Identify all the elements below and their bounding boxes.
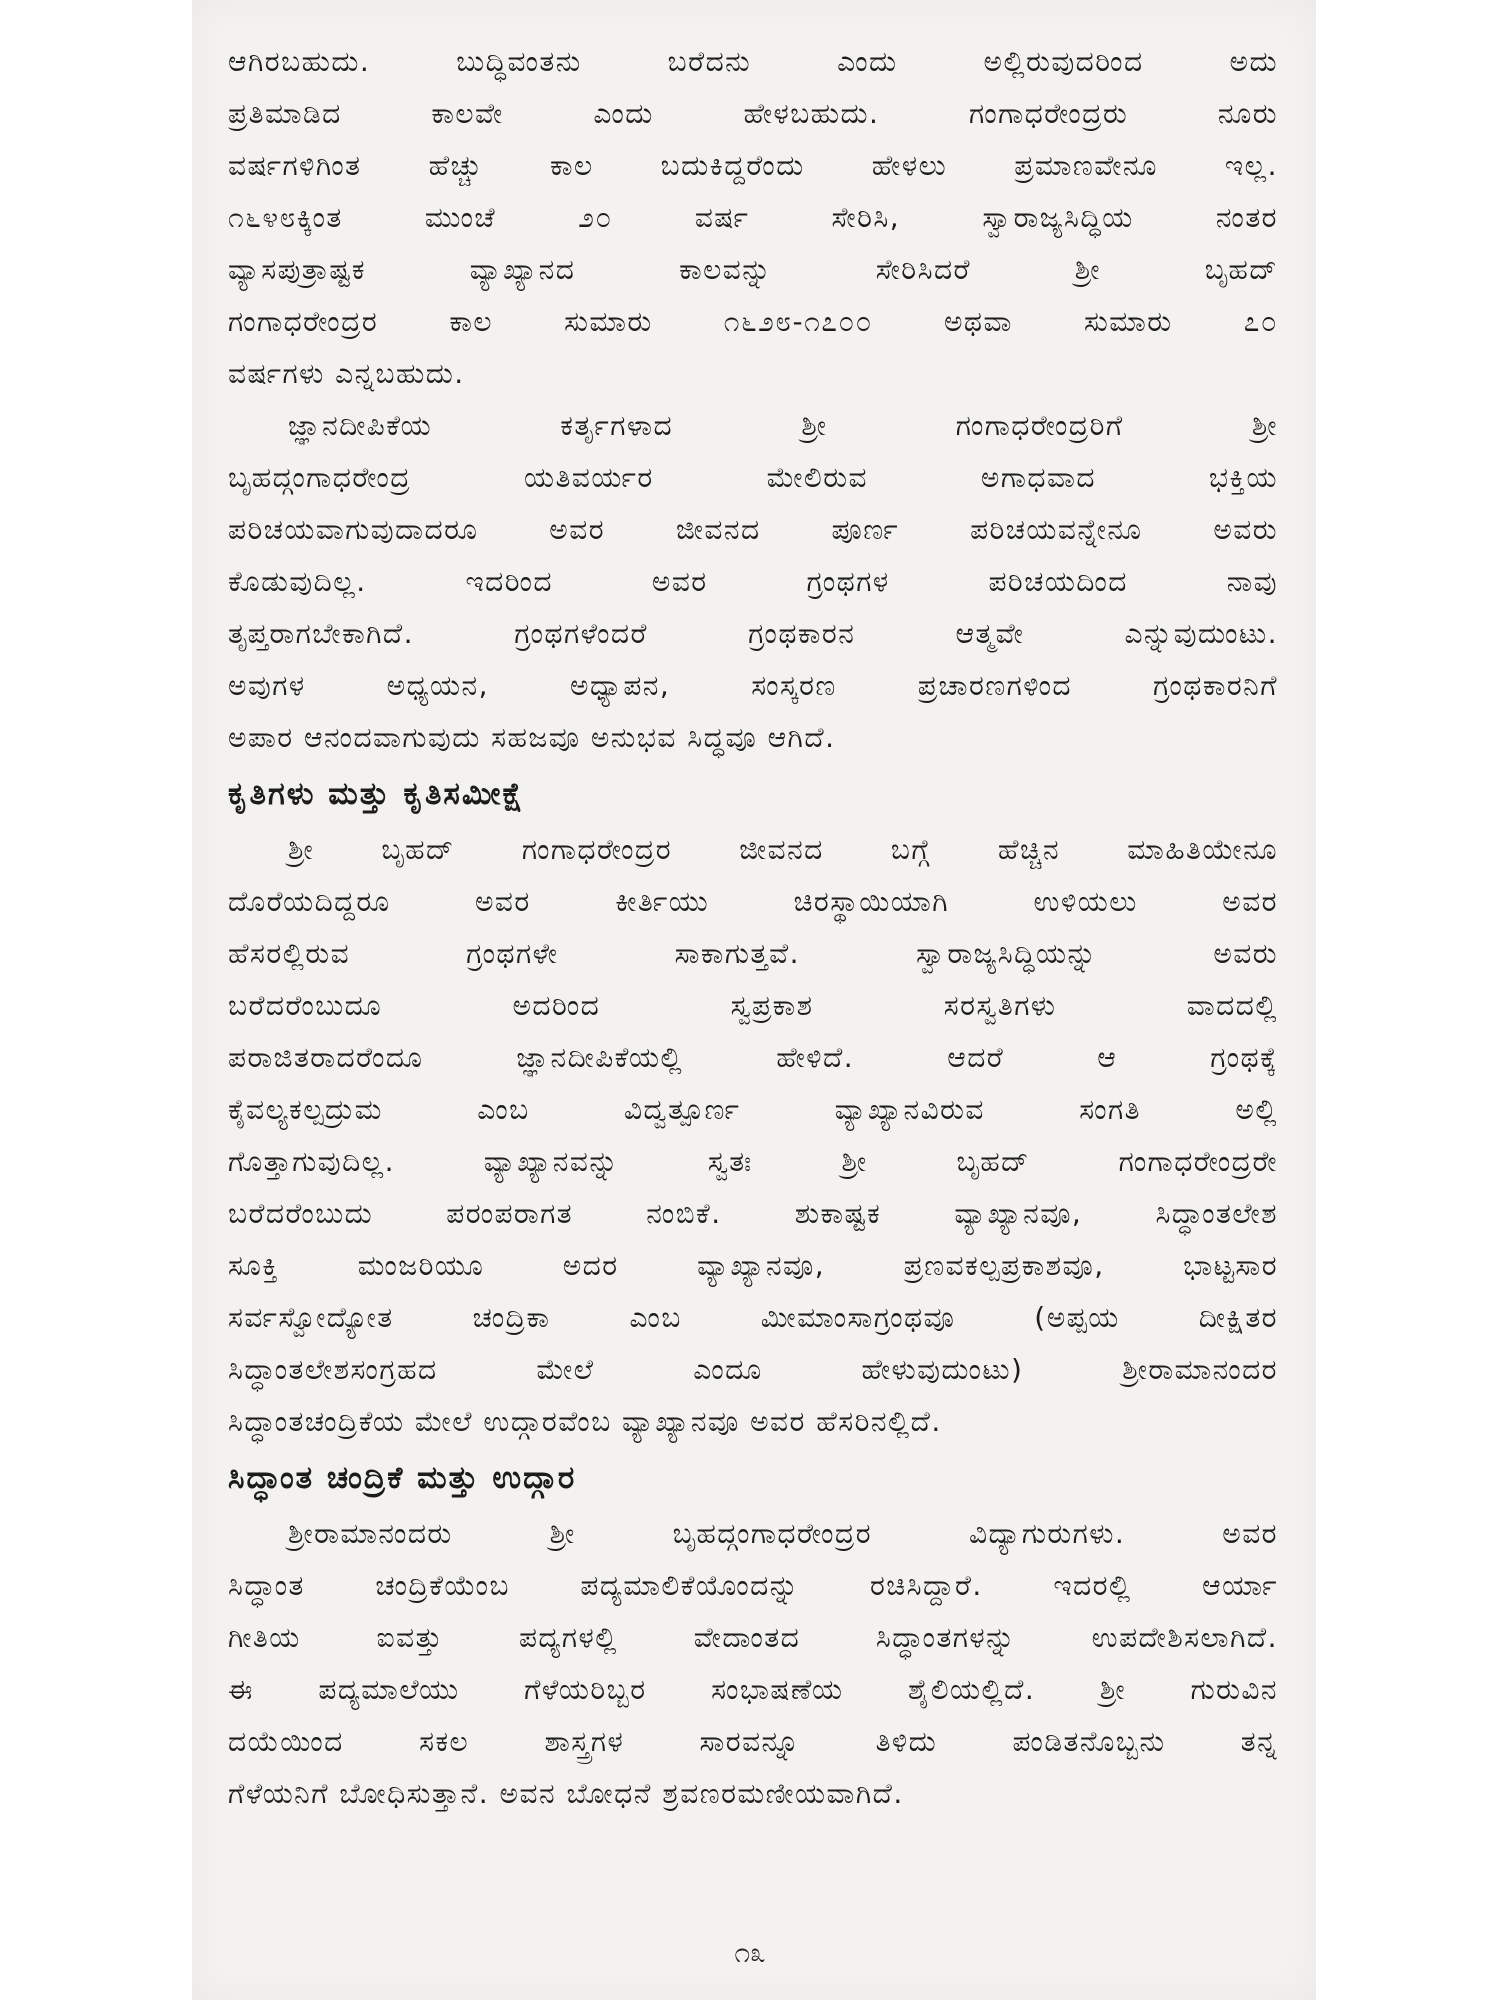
text-line: ವರ್ಷಗಳು ಎನ್ನಬಹುದು. xyxy=(228,357,465,390)
text-line: ತೃಪ್ತರಾಗಬೇಕಾಗಿದೆ. ಗ್ರಂಥಗಳೆಂದರೆ ಗ್ರಂಥಕಾರನ ಆತ್ಮವೇ ಎನ್ನುವುದುಂಟು. xyxy=(228,617,1278,650)
text-line: ೧೬೪೮ಕ್ಕಿಂತ ಮುಂಚೆ ೨೦ ವರ್ಷ ಸೇರಿಸಿ, ಸ್ವಾರಾಜ್ಯಸಿದ್ಧಿಯ ನಂತರ xyxy=(228,201,1278,234)
text-line: ಗಂಗಾಧರೇಂದ್ರರ ಕಾಲ ಸುಮಾರು ೧೬೨೮-೧೭೦೦ ಅಥವಾ ಸುಮಾರು ೭೦ xyxy=(228,305,1278,338)
text-line: ಗೆಳೆಯನಿಗೆ ಬೋಧಿಸುತ್ತಾನೆ. ಅವನ ಬೋಧನೆ ಶ್ರವಣರಮಣೀಯವಾಗಿದೆ. xyxy=(228,1777,904,1810)
section-heading: ಕೃತಿಗಳು ಮತ್ತು ಕೃತಿಸಮೀಕ್ಷೆ xyxy=(228,776,525,812)
text-line: ದಯೆಯಿಂದ ಸಕಲ ಶಾಸ್ತ್ರಗಳ ಸಾರವನ್ನೂ ತಿಳಿದು ಪಂಡಿತನೊಬ್ಬನು ತನ್ನ xyxy=(228,1725,1278,1758)
text-line: ಪರಿಚಯವಾಗುವುದಾದರೂ ಅವರ ಜೀವನದ ಪೂರ್ಣ ಪರಿಚಯವನ್ನೇನೂ ಅವರು xyxy=(228,513,1278,546)
text-line: ಸಿದ್ಧಾಂತಚಂದ್ರಿಕೆಯ ಮೇಲೆ ಉದ್ಗಾರವೆಂಬ ವ್ಯಾಖ್ಯಾನವೂ ಅವರ ಹೆಸರಿನಲ್ಲಿದೆ. xyxy=(228,1405,942,1438)
page-body xyxy=(228,36,1278,1820)
text-line: ಗೊತ್ತಾಗುವುದಿಲ್ಲ. ವ್ಯಾಖ್ಯಾನವನ್ನು ಸ್ವತಃ ಶ್ರೀ ಬೃಹದ್ ಗಂಗಾಧರೇಂದ್ರರೇ xyxy=(228,1145,1278,1178)
text-line: ಅವುಗಳ ಅಧ್ಯಯನ, ಅಧ್ಯಾಪನ, ಸಂಸ್ಕರಣ ಪ್ರಚಾರಣಗಳಿಂದ ಗ್ರಂಥಕಾರನಿಗೆ xyxy=(228,669,1278,702)
text-line: ವರ್ಷಗಳಿಗಿಂತ ಹೆಚ್ಚು ಕಾಲ ಬದುಕಿದ್ದರೆಂದು ಹೇಳಲು ಪ್ರಮಾಣವೇನೂ ಇಲ್ಲ. xyxy=(228,149,1278,182)
text-line: ಪ್ರತಿಮಾಡಿದ ಕಾಲವೇ ಎಂದು ಹೇಳಬಹುದು. ಗಂಗಾಧರೇಂದ್ರರು ನೂರು xyxy=(228,97,1278,130)
text-line: ಹೆಸರಲ್ಲಿರುವ ಗ್ರಂಥಗಳೇ ಸಾಕಾಗುತ್ತವೆ. ಸ್ವಾರಾಜ್ಯಸಿದ್ಧಿಯನ್ನು ಅವರು xyxy=(228,937,1278,970)
text-line: ಆಗಿರಬಹುದು. ಬುದ್ಧಿವಂತನು ಬರೆದನು ಎಂದು ಅಲ್ಲಿರುವುದರಿಂದ ಅದು xyxy=(228,45,1278,78)
text-line: ಬರೆದರೆಂಬುದು ಪರಂಪರಾಗತ ನಂಬಿಕೆ. ಶುಕಾಷ್ಟಕ ವ್ಯಾಖ್ಯಾನವೂ, ಸಿದ್ಧಾಂತಲೇಶ xyxy=(228,1197,1278,1230)
page-number: ೧೩ xyxy=(734,1936,766,1969)
text-line: ಬೃಹದ್ಗಂಗಾಧರೇಂದ್ರ ಯತಿವರ್ಯರ ಮೇಲಿರುವ ಅಗಾಧವಾದ ಭಕ್ತಿಯ xyxy=(228,461,1278,494)
text-line: ಕೊಡುವುದಿಲ್ಲ. ಇದರಿಂದ ಅವರ ಗ್ರಂಥಗಳ ಪರಿಚಯದಿಂದ ನಾವು xyxy=(228,565,1278,598)
text-line: ವ್ಯಾಸಪುತ್ರಾಷ್ಟಕ ವ್ಯಾಖ್ಯಾನದ ಕಾಲವನ್ನು ಸೇರಿಸಿದರೆ ಶ್ರೀ ಬೃಹದ್ xyxy=(228,253,1278,286)
text-line: ಸರ್ವಸ್ವೋದ್ಯೋತ ಚಂದ್ರಿಕಾ ಎಂಬ ಮೀಮಾಂಸಾಗ್ರಂಥವೂ (ಅಪ್ಪಯ ದೀಕ್ಷಿತರ xyxy=(228,1301,1278,1334)
text-line: ಸಿದ್ಧಾಂತಲೇಶಸಂಗ್ರಹದ ಮೇಲೆ ಎಂದೂ ಹೇಳುವುದುಂಟು) ಶ್ರೀರಾಮಾನಂದರ xyxy=(228,1353,1278,1386)
text-line: ಈ ಪದ್ಯಮಾಲೆಯು ಗೆಳೆಯರಿಬ್ಬರ ಸಂಭಾಷಣೆಯ ಶೈಲಿಯಲ್ಲಿದೆ. ಶ್ರೀ ಗುರುವಿನ xyxy=(228,1673,1278,1706)
text-line: ಬರೆದರೆಂಬುದೂ ಅದರಿಂದ ಸ್ವಪ್ರಕಾಶ ಸರಸ್ವತಿಗಳು ವಾದದಲ್ಲಿ xyxy=(228,989,1278,1022)
text-line: ಶ್ರೀರಾಮಾನಂದರು ಶ್ರೀ ಬೃಹದ್ಗಂಗಾಧರೇಂದ್ರರ ವಿದ್ಯಾಗುರುಗಳು. ಅವರ xyxy=(288,1517,1278,1550)
text-line: ಶ್ರೀ ಬೃಹದ್ ಗಂಗಾಧರೇಂದ್ರರ ಜೀವನದ ಬಗ್ಗೆ ಹೆಚ್ಚಿನ ಮಾಹಿತಿಯೇನೂ xyxy=(288,833,1278,866)
text-line: ಜ್ಞಾನದೀಪಿಕೆಯ ಕರ್ತೃಗಳಾದ ಶ್ರೀ ಗಂಗಾಧರೇಂದ್ರರಿಗೆ ಶ್ರೀ xyxy=(288,409,1278,442)
text-line: ದೊರೆಯದಿದ್ದರೂ ಅವರ ಕೀರ್ತಿಯು ಚಿರಸ್ಥಾಯಿಯಾಗಿ ಉಳಿಯಲು ಅವರ xyxy=(228,885,1278,918)
text-line: ಸಿದ್ಧಾಂತ ಚಂದ್ರಿಕೆಯೆಂಬ ಪದ್ಯಮಾಲಿಕೆಯೊಂದನ್ನು ರಚಿಸಿದ್ದಾರೆ. ಇದರಲ್ಲಿ ಆರ್ಯಾ xyxy=(228,1569,1278,1602)
text-line: ಅಪಾರ ಆನಂದವಾಗುವುದು ಸಹಜವೂ ಅನುಭವ ಸಿದ್ಧವೂ ಆಗಿದೆ. xyxy=(228,721,836,754)
text-line: ಪರಾಜಿತರಾದರೆಂದೂ ಜ್ಞಾನದೀಪಿಕೆಯಲ್ಲಿ ಹೇಳಿದೆ. ಆದರೆ ಆ ಗ್ರಂಥಕ್ಕೆ xyxy=(228,1041,1278,1074)
text-line: ಕೈವಲ್ಯಕಲ್ಪದ್ರುಮ ಎಂಬ ವಿದ್ವತ್ಪೂರ್ಣ ವ್ಯಾಖ್ಯಾನವಿರುವ ಸಂಗತಿ ಅಲ್ಲಿ xyxy=(228,1093,1278,1126)
section-heading: ಸಿದ್ಧಾಂತ ಚಂದ್ರಿಕೆ ಮತ್ತು ಉದ್ಗಾರ xyxy=(228,1460,577,1496)
text-line: ಗೀತಿಯ ಐವತ್ತು ಪದ್ಯಗಳಲ್ಲಿ ವೇದಾಂತದ ಸಿದ್ಧಾಂತಗಳನ್ನು ಉಪದೇಶಿಸಲಾಗಿದೆ. xyxy=(228,1621,1278,1654)
text-line: ಸೂಕ್ತಿ ಮಂಜರಿಯೂ ಅದರ ವ್ಯಾಖ್ಯಾನವೂ, ಪ್ರಣವಕಲ್ಪಪ್ರಕಾಶವೂ, ಭಾಟ್ಟಸಾರ xyxy=(228,1249,1278,1282)
